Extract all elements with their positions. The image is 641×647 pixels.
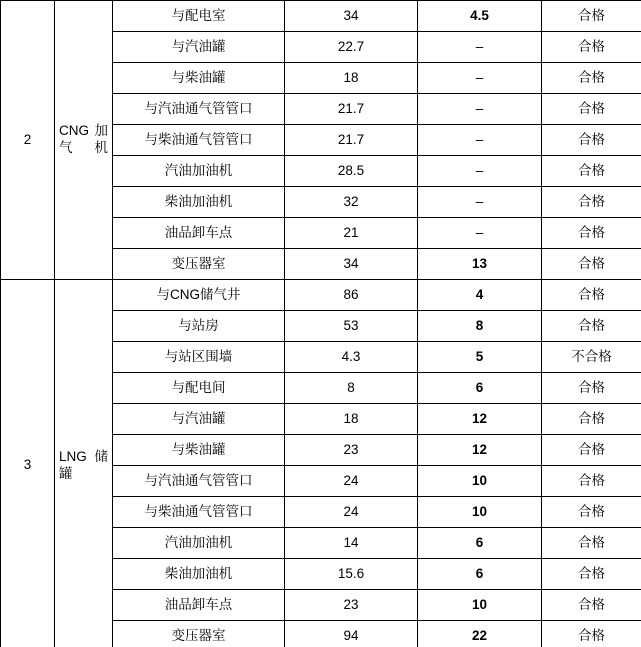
group-name-line2: 罐 xyxy=(59,465,73,481)
row-result: 合格 xyxy=(542,590,641,621)
row-standard: – xyxy=(418,218,542,249)
row-item: 汽油加油机 xyxy=(113,528,285,559)
row-item: 与柴油罐 xyxy=(113,63,285,94)
row-standard: 10 xyxy=(418,466,542,497)
row-item: 与柴油通气管管口 xyxy=(113,125,285,156)
row-standard: 12 xyxy=(418,404,542,435)
row-item: 与汽油通气管管口 xyxy=(113,94,285,125)
row-standard: 13 xyxy=(418,249,542,280)
group-name-line2: 气机 xyxy=(59,140,108,155)
row-result: 合格 xyxy=(542,156,641,187)
row-standard: – xyxy=(418,187,542,218)
row-standard: 4 xyxy=(418,280,542,311)
group-name-line1: LNG 储 xyxy=(59,448,108,464)
row-standard: – xyxy=(418,32,542,63)
row-measured: 21.7 xyxy=(285,94,418,125)
row-standard: 8 xyxy=(418,311,542,342)
row-result: 合格 xyxy=(542,435,641,466)
row-item: 油品卸车点 xyxy=(113,218,285,249)
row-result: 合格 xyxy=(542,63,641,94)
group-index: 2 xyxy=(1,1,55,280)
row-measured: 22.7 xyxy=(285,32,418,63)
row-item: 与配电间 xyxy=(113,373,285,404)
row-measured: 23 xyxy=(285,590,418,621)
row-item: 与汽油罐 xyxy=(113,404,285,435)
row-standard: 10 xyxy=(418,497,542,528)
row-standard: 12 xyxy=(418,435,542,466)
row-measured: 34 xyxy=(285,1,418,32)
row-measured: 24 xyxy=(285,466,418,497)
row-result: 合格 xyxy=(542,32,641,63)
row-result: 不合格 xyxy=(542,342,641,373)
row-result: 合格 xyxy=(542,559,641,590)
row-standard: 10 xyxy=(418,590,542,621)
row-item: 与汽油罐 xyxy=(113,32,285,63)
row-standard: 5 xyxy=(418,342,542,373)
row-result: 合格 xyxy=(542,249,641,280)
row-measured: 28.5 xyxy=(285,156,418,187)
row-measured: 94 xyxy=(285,621,418,647)
row-item: 变压器室 xyxy=(113,621,285,647)
group-name-line1: CNG 加 xyxy=(59,123,108,139)
row-standard: 4.5 xyxy=(418,1,542,32)
row-result: 合格 xyxy=(542,125,641,156)
row-item: 与柴油通气管管口 xyxy=(113,497,285,528)
row-item: 柴油加油机 xyxy=(113,559,285,590)
row-result: 合格 xyxy=(542,187,641,218)
row-result: 合格 xyxy=(542,311,641,342)
row-result: 合格 xyxy=(542,404,641,435)
row-measured: 15.6 xyxy=(285,559,418,590)
row-standard: – xyxy=(418,156,542,187)
row-standard: – xyxy=(418,63,542,94)
row-item: 柴油加油机 xyxy=(113,187,285,218)
row-result: 合格 xyxy=(542,497,641,528)
row-measured: 23 xyxy=(285,435,418,466)
row-standard: – xyxy=(418,125,542,156)
row-result: 合格 xyxy=(542,1,641,32)
row-result: 合格 xyxy=(542,373,641,404)
row-standard: 6 xyxy=(418,373,542,404)
row-item: 与站房 xyxy=(113,311,285,342)
row-item: 油品卸车点 xyxy=(113,590,285,621)
row-measured: 34 xyxy=(285,249,418,280)
row-measured: 21.7 xyxy=(285,125,418,156)
row-item: 汽油加油机 xyxy=(113,156,285,187)
group-index: 3 xyxy=(1,280,55,647)
row-measured: 53 xyxy=(285,311,418,342)
row-measured: 18 xyxy=(285,63,418,94)
row-result: 合格 xyxy=(542,621,641,647)
row-measured: 18 xyxy=(285,404,418,435)
row-measured: 4.3 xyxy=(285,342,418,373)
row-item: 变压器室 xyxy=(113,249,285,280)
row-standard: 22 xyxy=(418,621,542,647)
row-item: 与CNG储气井 xyxy=(113,280,285,311)
row-standard: 6 xyxy=(418,559,542,590)
row-measured: 8 xyxy=(285,373,418,404)
table-row xyxy=(1,280,641,311)
row-measured: 24 xyxy=(285,497,418,528)
row-result: 合格 xyxy=(542,280,641,311)
table-row xyxy=(1,1,641,32)
row-item: 与汽油通气管管口 xyxy=(113,466,285,497)
row-result: 合格 xyxy=(542,94,641,125)
group-name xyxy=(55,280,113,647)
row-result: 合格 xyxy=(542,466,641,497)
row-result: 合格 xyxy=(542,218,641,249)
row-item: 与站区围墙 xyxy=(113,342,285,373)
row-item: 与柴油罐 xyxy=(113,435,285,466)
row-measured: 14 xyxy=(285,528,418,559)
row-measured: 21 xyxy=(285,218,418,249)
row-measured: 32 xyxy=(285,187,418,218)
row-measured: 86 xyxy=(285,280,418,311)
row-standard: – xyxy=(418,94,542,125)
group-name xyxy=(55,1,113,280)
row-result: 合格 xyxy=(542,528,641,559)
row-item: 与配电室 xyxy=(113,1,285,32)
row-standard: 6 xyxy=(418,528,542,559)
